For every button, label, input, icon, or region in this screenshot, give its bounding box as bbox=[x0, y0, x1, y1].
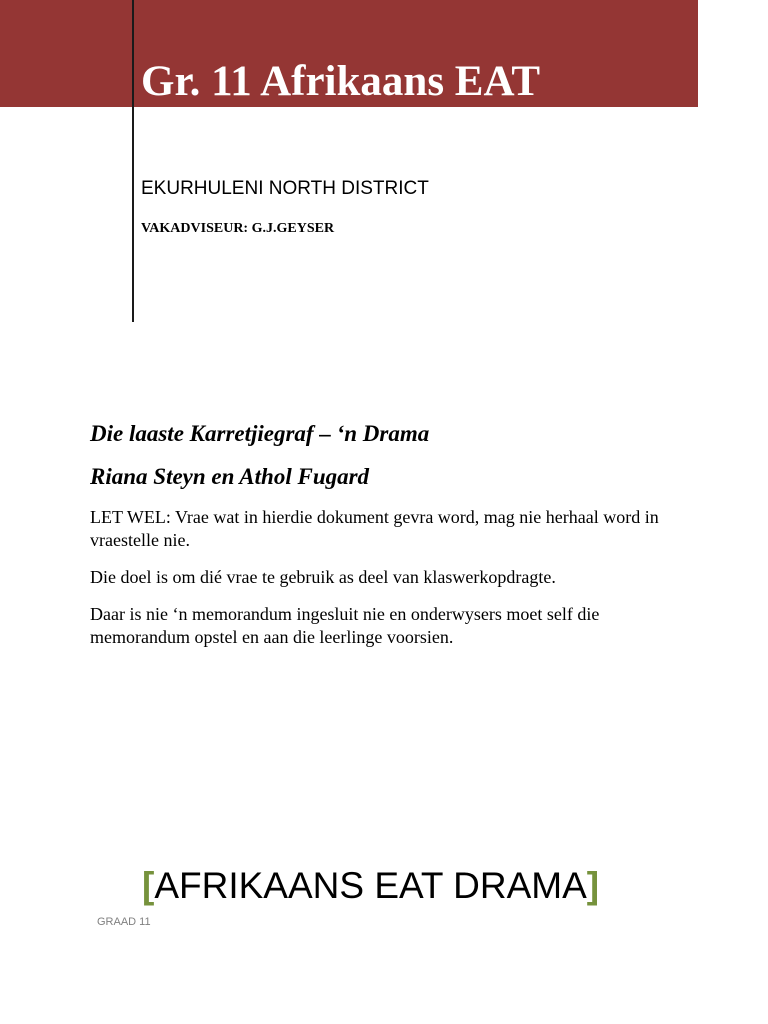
drama-title: Die laaste Karretjiegraf – ‘n Drama bbox=[90, 421, 430, 446]
note-paragraph-3: Daar is nie ‘n memorandum ingesluit nie en onderwysers moet self die memorandum opstel en aan die leerlinge voorsien. bbox=[90, 604, 600, 647]
bracket-open: [ bbox=[142, 865, 155, 906]
subject-advisor: VAKADVISEUR: G.J.GEYSER bbox=[141, 221, 335, 236]
district-name: EKURHULENI NORTH DISTRICT bbox=[141, 178, 429, 199]
document-title: Gr. 11 Afrikaans EAT bbox=[141, 58, 541, 105]
grade-label: GRAAD 11 bbox=[97, 916, 151, 928]
footer-title-text: AFRIKAANS EAT DRAMA bbox=[154, 865, 587, 906]
note-paragraph-1: LET WEL: Vrae wat in hierdie dokument gevra word, mag nie herhaal word in vraestelle nie. bbox=[90, 507, 659, 550]
vertical-divider bbox=[132, 0, 134, 322]
note-paragraph-2: Die doel is om dié vrae te gebruik as deel van klaswerkopdragte. bbox=[90, 567, 556, 587]
footer-title bbox=[142, 861, 599, 911]
drama-authors: Riana Steyn en Athol Fugard bbox=[90, 464, 370, 489]
bracket-close: ] bbox=[586, 865, 600, 906]
